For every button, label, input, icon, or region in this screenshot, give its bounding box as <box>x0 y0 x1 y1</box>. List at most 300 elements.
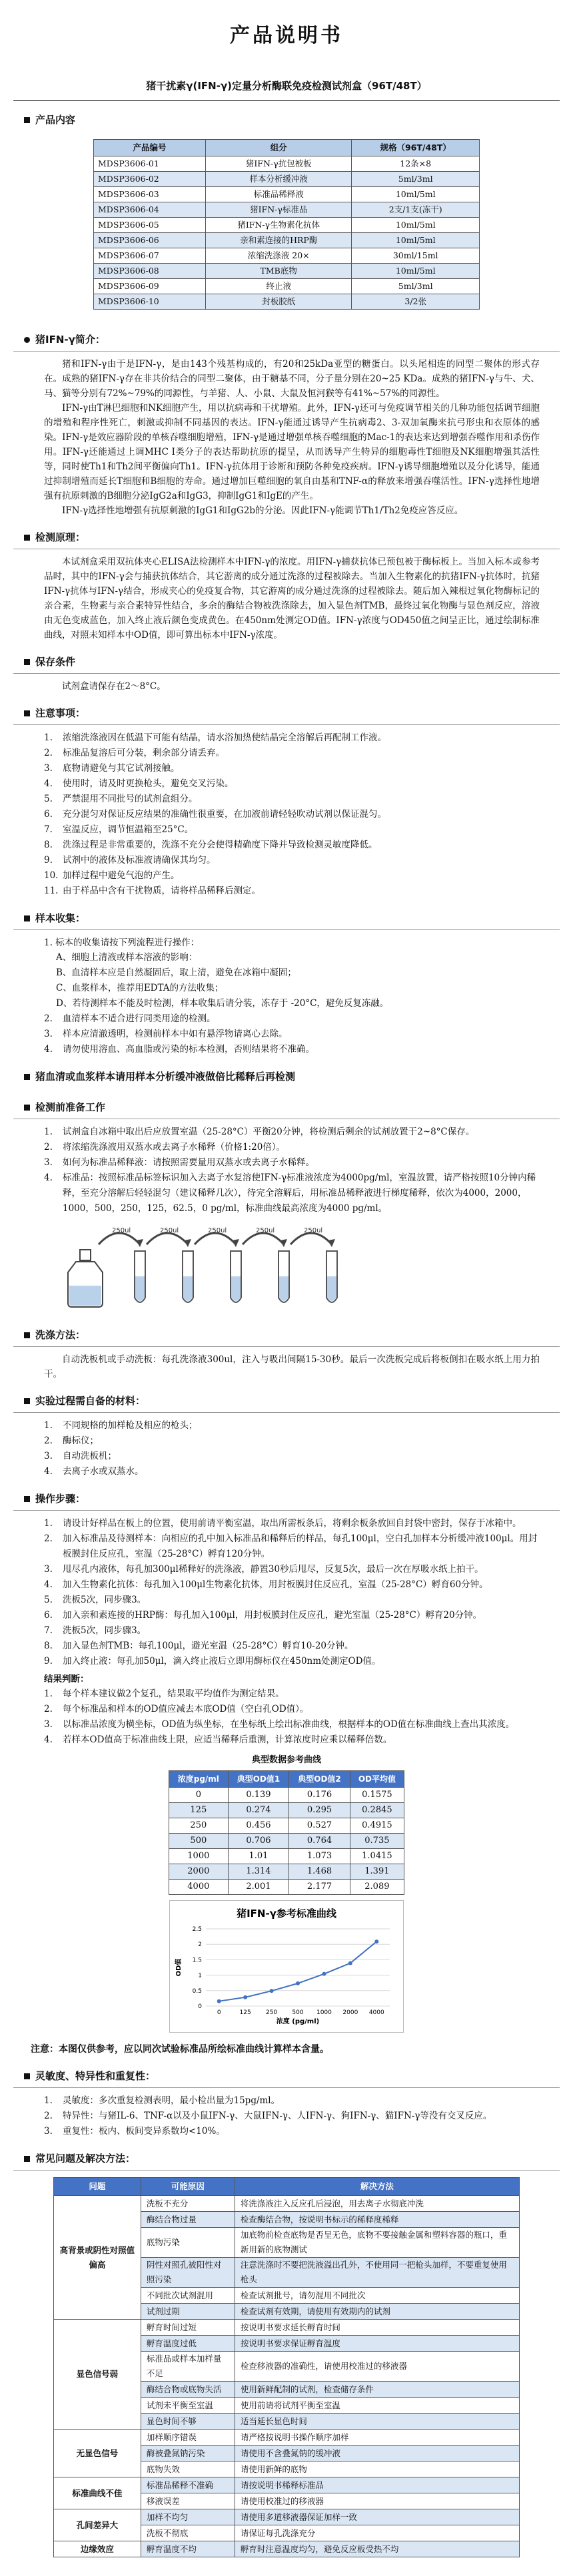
dilution-tube-icon <box>290 1227 337 1302</box>
square-bullet-icon <box>24 2073 30 2079</box>
materials-heading <box>13 1394 560 1413</box>
list-number: 10. <box>44 870 59 881</box>
square-bullet-icon <box>24 659 30 665</box>
reference-cell: 0.706 <box>228 1834 289 1849</box>
standard-heading <box>13 1100 560 1119</box>
materials-section <box>13 1394 560 1479</box>
square-bullet-icon <box>24 1105 30 1111</box>
intro-paragraph: IFN-γ选择性地增强有抗原刺激的IgG1和IgG2b的分泌。因此IFN-γ能调节Th1/Th2免疫应答反应。 <box>62 505 464 516</box>
result-step <box>44 1702 540 1717</box>
troubleshoot-cause-cell: 孵育温度不均 <box>141 2541 235 2557</box>
sample-more-list <box>13 1011 560 1057</box>
contents-cell: 5ml/3ml <box>352 172 480 187</box>
precaution-item <box>44 838 540 853</box>
troubleshoot-solution-cell: 请严格按说明书操作顺序加样 <box>235 2430 519 2446</box>
list-number: 1. <box>44 1518 53 1529</box>
troubleshoot-problem-cell: 边缘效应 <box>54 2541 141 2557</box>
data-point <box>243 1995 247 1999</box>
list-number: 6. <box>44 809 53 820</box>
contents-cell: 10ml/5ml <box>352 264 480 279</box>
y-tick-label: 1 <box>198 1972 202 1979</box>
transfer-arrow-icon <box>195 1233 236 1244</box>
precaution-item <box>44 822 540 838</box>
precaution-item-text: 严禁混用不同批号的试剂盒组分。 <box>63 794 198 804</box>
transfer-volume-label: 250ul <box>112 1227 131 1234</box>
contents-cell: 10ml/5ml <box>352 233 480 248</box>
list-number: 1. <box>44 1420 53 1431</box>
reference-cell: 4000 <box>169 1880 229 1895</box>
contents-cell: 猪IFN-γ标准品 <box>206 202 352 218</box>
contents-section <box>13 113 560 310</box>
reference-cell: 2.001 <box>228 1880 289 1895</box>
result-step <box>44 1717 540 1732</box>
standard-steps-list <box>13 1125 560 1216</box>
x-tick-label: 4000 <box>368 2009 384 2016</box>
troubleshoot-heading-text: 常见问题及解决方法： <box>35 2153 136 2165</box>
sample-section <box>13 911 560 1057</box>
troubleshoot-header-cell: 问题 <box>54 2178 141 2196</box>
contents-table <box>93 139 480 310</box>
troubleshoot-solution-cell: 孵育时注意温度均匀，避免反应板受热不均 <box>235 2541 519 2557</box>
list-number: 4. <box>44 1044 53 1055</box>
list-number: 3. <box>44 1157 53 1168</box>
troubleshoot-solution-cell: 检查酶结合物，按说明书标示的稀释度稀释 <box>235 2212 519 2228</box>
reference-cell: 1.0415 <box>350 1849 404 1864</box>
document-subtitle: 猪干扰素γ(IFN-γ)定量分析酶联免疫检测试剂盒（96T/48T） <box>13 79 560 101</box>
procedure-heading <box>13 1491 560 1511</box>
list-number: 2. <box>44 748 53 758</box>
contents-header-cell: 组分 <box>206 140 352 156</box>
square-bullet-icon <box>24 1332 30 1338</box>
procedure-steps-list <box>13 1516 560 1669</box>
precaution-item-text: 试剂中的液体及标准液请确保其均匀。 <box>63 855 216 866</box>
troubleshoot-row <box>54 2196 520 2212</box>
list-number: 3. <box>44 1564 53 1575</box>
sensitivity-item-text: 特异性：与猪IL-6、TNF-α以及小鼠IFN-γ、大鼠IFN-γ、人IFN-γ、狗IFN-γ、猫IFN-γ等没有交叉反应。 <box>63 2111 492 2121</box>
document-title: 产品说明书 <box>230 24 343 47</box>
list-number: 5. <box>44 1595 53 1605</box>
precaution-item <box>44 761 540 776</box>
list-number: 2. <box>44 1142 53 1153</box>
reference-row <box>169 1880 404 1895</box>
material-item <box>44 1449 540 1464</box>
precaution-item <box>44 853 540 868</box>
precaution-item-text: 底物请避免与其它试剂接触。 <box>63 763 180 774</box>
troubleshoot-solution-cell: 检查试剂有效期，请使用有效期内的试剂 <box>235 2304 519 2320</box>
precaution-item <box>44 792 540 807</box>
contents-cell: 30ml/15ml <box>352 248 480 264</box>
troubleshoot-cause-cell: 不同批次试剂混用 <box>141 2288 235 2304</box>
troubleshoot-row <box>54 2320 520 2336</box>
precaution-item-text: 洗涤过程是非常重要的，洗涤不充分会使得精确度下降并导致检测灵敏度降低。 <box>63 840 378 850</box>
troubleshoot-solution-cell: 按说明书要求延长孵育时间 <box>235 2320 519 2336</box>
troubleshoot-header-cell: 可能原因 <box>141 2178 235 2196</box>
x-axis-label: 浓度 (pg/ml) <box>276 2018 320 2025</box>
dilution-tube-icon <box>147 1227 193 1302</box>
x-tick-label: 500 <box>292 2009 304 2016</box>
precautions-heading <box>13 706 560 725</box>
result-steps-list <box>13 1686 560 1748</box>
contents-cell: 猪IFN-γ抗包被板 <box>206 156 352 172</box>
procedure-step <box>44 1562 540 1577</box>
chart-note: 注意：本图仅供参考，应以同次试验标准品所绘标准曲线计算样本含量。 <box>31 2044 329 2055</box>
transfer-volume-label: 250ul <box>256 1227 275 1234</box>
sample-sub-item: D、若待测样本不能及时检测，样本收集后请分装，冻存于 -20°C，避免反复冻融。 <box>56 998 389 1009</box>
troubleshoot-solution-cell: 检查移液器的准确性，请使用校准过的移液器 <box>235 2352 519 2382</box>
troubleshoot-solution-cell: 请使用新鲜的底物 <box>235 2461 519 2477</box>
sample-heading-text: 样本收集： <box>35 912 86 924</box>
list-number: 2. <box>44 1435 53 1446</box>
list-number: 9. <box>44 855 53 866</box>
contents-cell: MDSP3606-08 <box>94 264 206 279</box>
reference-cell: 1.01 <box>228 1849 289 1864</box>
contents-cell: 10ml/5ml <box>352 187 480 202</box>
troubleshoot-solution-cell: 使用新鲜配制的试剂，检查储存条件 <box>235 2382 519 2398</box>
contents-cell: MDSP3606-01 <box>94 156 206 172</box>
reference-header-cell: 浓度pg/ml <box>169 1771 229 1788</box>
list-number: 2. <box>44 2111 53 2121</box>
troubleshoot-solution-cell: 使用前请将试剂平衡至室温 <box>235 2398 519 2414</box>
standard-step-text: 试剂盒自冰箱中取出后应放置室温（25-28°C）平衡20分钟，将检测后剩余的试剂放置于2~8°C保存。 <box>63 1127 475 1137</box>
procedure-step-text: 加入亲和素连接的HRP酶：每孔加入100μl，用封板膜封住反应孔，避光室温（25-28°C）孵育20分钟。 <box>63 1610 482 1621</box>
list-number: 8. <box>44 1641 53 1651</box>
list-number: 3. <box>44 763 53 774</box>
data-point <box>217 1999 221 2003</box>
x-tick-label: 250 <box>265 2009 278 2016</box>
reference-row <box>169 1788 404 1803</box>
dilution-tube-icon <box>195 1227 241 1302</box>
troubleshoot-cause-cell: 阴性对照孔被阳性对照污染 <box>141 2258 235 2288</box>
precaution-item-text: 标准品复溶后可分装，剩余部分请丢弃。 <box>63 748 225 758</box>
sample-more-text: 样本应清澈透明，检测前样本中如有悬浮物请离心去除。 <box>63 1029 288 1039</box>
material-item-text: 酶标仪； <box>63 1435 99 1446</box>
y-tick-label: 0.5 <box>192 1987 202 1995</box>
data-point <box>296 1981 300 1985</box>
square-bullet-icon <box>24 2156 30 2162</box>
contents-row <box>94 264 480 279</box>
dilution-tube-icon <box>243 1227 289 1302</box>
dilution-tube-icon <box>99 1227 145 1302</box>
material-item <box>44 1433 540 1449</box>
standard-section <box>13 1100 560 1316</box>
reference-data-table <box>169 1770 404 1895</box>
troubleshoot-cause-cell: 试剂过期 <box>141 2304 235 2320</box>
sensitivity-list <box>13 2093 560 2139</box>
precaution-item-text: 室温反应，调节恒温箱至25°C。 <box>63 824 194 835</box>
sample-more-item <box>44 1027 540 1042</box>
procedure-step-text: 加入生物素化抗体：每孔加入100μl生物素化抗体，用封板膜封住反应孔，室温（25-28°C）孵育60分钟。 <box>63 1579 488 1590</box>
list-number: 9. <box>44 1656 53 1667</box>
list-number: 8. <box>44 840 53 850</box>
reference-cell: 0.4915 <box>350 1818 404 1834</box>
procedure-step-text: 洗板5次，同步骤3。 <box>63 1595 147 1605</box>
reference-cell: 0.764 <box>289 1834 350 1849</box>
contents-header-cell: 产品编号 <box>94 140 206 156</box>
contents-cell: 标准品稀释液 <box>206 187 352 202</box>
procedure-step <box>44 1639 540 1654</box>
reference-cell: 0 <box>169 1788 229 1803</box>
sample-note-section <box>13 1069 560 1088</box>
contents-cell: 样本分析缓冲液 <box>206 172 352 187</box>
sample-intro-text: 标本的收集请按下列流程进行操作： <box>55 937 200 948</box>
precaution-item-text: 充分混匀对保证反应结果的准确性很重要，在加液前请轻轻吹动试剂以保证混匀。 <box>63 809 386 820</box>
troubleshoot-solution-cell: 请按说明书稀释标准品 <box>235 2477 519 2493</box>
reference-header-cell: 典型OD值2 <box>289 1771 350 1788</box>
list-number: 3. <box>44 1029 53 1039</box>
sensitivity-item <box>44 2124 540 2139</box>
troubleshoot-cause-cell: 洗板不彻底 <box>141 2525 235 2541</box>
reference-cell: 0.527 <box>289 1818 350 1834</box>
reference-cell: 250 <box>169 1818 229 1834</box>
precautions-section <box>13 706 560 899</box>
material-item <box>44 1464 540 1479</box>
reference-header-cell: 典型OD值1 <box>228 1771 289 1788</box>
standard-step <box>44 1140 540 1155</box>
reference-cell: 2.177 <box>289 1880 350 1895</box>
square-bullet-icon <box>24 1496 30 1502</box>
troubleshoot-row <box>54 2509 520 2525</box>
troubleshoot-solution-cell: 请使用多道移液器保证加样一致 <box>235 2509 519 2525</box>
y-tick-label: 2 <box>198 1941 202 1949</box>
sensitivity-item <box>44 2109 540 2124</box>
round-bullet-icon <box>24 337 30 343</box>
procedure-step <box>44 1654 540 1669</box>
series-line <box>219 1941 377 2001</box>
list-number: 1. <box>44 732 53 743</box>
troubleshoot-cause-cell: 孵育温度过低 <box>141 2336 235 2352</box>
result-step-text: 以标准品浓度为横坐标，OD值为纵坐标，在坐标纸上绘出标准曲线，根据样本的OD值在标准曲线上查出其浓度。 <box>63 1719 515 1730</box>
contents-row <box>94 233 480 248</box>
precaution-item <box>44 868 540 884</box>
contents-cell: 亲和素连接的HRP酶 <box>206 233 352 248</box>
storage-section <box>13 654 560 694</box>
troubleshoot-solution-cell: 请使用校准过的移液器 <box>235 2493 519 2509</box>
standard-step-text: 将浓缩洗涤液用双蒸水或去离子水稀释（价格1:20倍）。 <box>63 1142 286 1153</box>
materials-heading-text: 实验过程需自备的材料： <box>35 1395 146 1407</box>
transfer-arrow-icon <box>243 1233 284 1244</box>
materials-list <box>13 1418 560 1479</box>
material-item-text: 去离子水或双蒸水。 <box>63 1466 144 1477</box>
troubleshoot-cause-cell: 酶被叠氮钠污染 <box>141 2446 235 2461</box>
procedure-step <box>44 1531 540 1562</box>
precaution-item-text: 加样过程中避免气泡的产生。 <box>63 870 180 881</box>
data-point <box>374 1939 378 1943</box>
contents-cell: MDSP3606-07 <box>94 248 206 264</box>
contents-cell: MDSP3606-10 <box>94 294 206 310</box>
troubleshoot-row <box>54 2541 520 2557</box>
square-bullet-icon <box>24 710 30 716</box>
precaution-item <box>44 776 540 792</box>
sample-more-item <box>44 1011 540 1027</box>
intro-heading <box>13 332 560 352</box>
list-number: 7. <box>44 824 53 835</box>
list-number: 2. <box>44 1704 53 1714</box>
contents-row <box>94 218 480 233</box>
sensitivity-heading-text: 灵敏度、特异性和重复性： <box>35 2070 156 2082</box>
troubleshoot-row <box>54 2430 520 2446</box>
troubleshoot-solution-cell: 加底物前检查底物是否呈无色，底物不要接触金属和塑料容器的瓶口，重新用新的底物测试 <box>235 2228 519 2258</box>
transfer-volume-label: 250ul <box>304 1227 323 1234</box>
data-point <box>322 1972 326 1976</box>
reference-cell: 0.295 <box>289 1803 350 1818</box>
reference-cell: 1.314 <box>228 1864 289 1880</box>
troubleshoot-cause-cell: 酶结合物过量 <box>141 2212 235 2228</box>
troubleshoot-cause-cell: 底物污染 <box>141 2228 235 2258</box>
reference-cell: 0.274 <box>228 1803 289 1818</box>
troubleshoot-solution-cell: 注意洗涤时不要把洗液溢出孔外，不使用同一把枪头加样，不要重复使用枪头 <box>235 2258 519 2288</box>
precaution-item-text: 浓缩洗涤液因在低温下可能有结晶，请水浴加热使结晶完全溶解后再配制工作液。 <box>63 732 386 743</box>
contents-row <box>94 202 480 218</box>
result-step <box>44 1732 540 1748</box>
reference-table-title: 典型数据参考曲线 <box>251 1755 321 1765</box>
standard-step-text: 标准品：按照标准品标签标识加入去离子水复溶使IFN-γ标准液浓度为4000pg/ml，室温放置，请严格按照10分钟内稀释，至充分溶解后轻轻混匀（建议稀释几次），待完全溶解后，用标准品稀释液进行梯度稀释，依次为4000，2000，1000，500，250，125，62.5，0 pg/ml，标准曲线最高浓度为4000 pg/ml。 <box>63 1172 536 1214</box>
list-number: 4. <box>44 778 53 789</box>
reference-cell: 0.176 <box>289 1788 350 1803</box>
contents-row <box>94 156 480 172</box>
procedure-step-text: 甩尽孔内液体，每孔加300μl稀释好的洗涤液，静置30秒后甩尽，反复5次，最后一次在厚吸水纸上拍干。 <box>63 1564 484 1575</box>
square-bullet-icon <box>24 915 30 921</box>
sample-note-heading <box>13 1069 560 1088</box>
list-number: 3. <box>44 1719 53 1730</box>
standard-step <box>44 1155 540 1170</box>
reference-header-cell: OD平均值 <box>350 1771 404 1788</box>
list-number: 2. <box>44 1013 53 1024</box>
contents-row <box>94 248 480 264</box>
troubleshoot-solution-cell: 请保证每孔洗涤充分 <box>235 2525 519 2541</box>
contents-row <box>94 279 480 294</box>
troubleshoot-cause-cell: 洗板不充分 <box>141 2196 235 2212</box>
contents-cell: 终止液 <box>206 279 352 294</box>
procedure-step <box>44 1516 540 1531</box>
list-number: 1. <box>44 2095 53 2106</box>
principle-section <box>13 530 560 643</box>
reference-cell: 1.391 <box>350 1864 404 1880</box>
reference-row <box>169 1834 404 1849</box>
y-tick-label: 1.5 <box>192 1957 202 1964</box>
list-number: 1. <box>44 1127 53 1137</box>
contents-row <box>94 187 480 202</box>
sample-note-text: 猪血清或血浆样本请用样本分析缓冲液做倍比稀释后再检测 <box>35 1071 296 1083</box>
standard-step-text: 如何为标准品稀释液：请按照需要量用双蒸水或去离子水稀释。 <box>63 1157 314 1168</box>
y-tick-label: 0 <box>198 2003 202 2010</box>
list-number: 6. <box>44 1610 53 1621</box>
reference-cell: 0.1575 <box>350 1788 404 1803</box>
intro-heading-text: 猪IFN-γ简介： <box>35 334 105 346</box>
contents-cell: 2支/1支(冻干) <box>352 202 480 218</box>
reference-row <box>169 1803 404 1818</box>
procedure-step-text: 洗板5次，同步骤3。 <box>63 1625 147 1636</box>
troubleshoot-solution-cell: 请使用不含叠氮钠的缓冲液 <box>235 2446 519 2461</box>
troubleshoot-problem-cell: 显色信号弱 <box>54 2320 141 2430</box>
square-bullet-icon <box>24 117 30 123</box>
sample-sub-item: C、血浆样本，推荐用EDTA的方法收集； <box>56 983 224 993</box>
reference-cell: 2000 <box>169 1864 229 1880</box>
troubleshoot-header-cell: 解决方法 <box>235 2178 519 2196</box>
square-bullet-icon <box>24 1074 30 1080</box>
contents-cell: 12条×8 <box>352 156 480 172</box>
reference-cell: 0.735 <box>350 1834 404 1849</box>
storage-heading-text: 保存条件 <box>35 656 76 668</box>
square-bullet-icon <box>24 1398 30 1404</box>
reference-cell: 0.139 <box>228 1788 289 1803</box>
sensitivity-item-text: 灵敏度：多次重复检测表明，最小检出量为15pg/ml。 <box>63 2095 281 2106</box>
result-step-text: 每个样本建议做2个复孔，结果取平均值作为测定结果。 <box>63 1688 285 1699</box>
contents-cell: 10ml/5ml <box>352 218 480 233</box>
x-tick-label: 0 <box>217 2009 221 2016</box>
contents-cell: MDSP3606-04 <box>94 202 206 218</box>
square-bullet-icon <box>24 535 30 541</box>
contents-cell: 封板胶纸 <box>206 294 352 310</box>
troubleshoot-cause-cell: 加样顺序错误 <box>141 2430 235 2446</box>
procedure-step <box>44 1608 540 1623</box>
reference-cell: 1000 <box>169 1849 229 1864</box>
material-item-text: 自动洗板机； <box>63 1451 117 1461</box>
contents-cell: 5ml/3ml <box>352 279 480 294</box>
y-tick-label: 2.5 <box>192 1926 202 1933</box>
wash-text: 自动洗板机或手动洗板：每孔洗涤液300ul，注入与吸出间隔15-30秒。最后一次洗板完成后将板倒扣在吸水纸上用力拍干。 <box>44 1354 540 1380</box>
precaution-item-text: 由于样品中含有干扰物质，请将样品稀释后测定。 <box>63 886 261 896</box>
list-number: 4. <box>44 1466 53 1477</box>
material-item-text: 不同规格的加样枪及相应的枪头； <box>63 1420 198 1431</box>
sample-items <box>13 950 560 1011</box>
transfer-volume-label: 250ul <box>208 1227 227 1234</box>
procedure-step-text: 加入标准品及待测样本：向相应的孔中加入标准品和稀释后的样品，每孔100μl，空白孔加样本分析缓冲液100μl。用封板膜封住反应孔，室温（25-28°C）孵育120分钟。 <box>63 1533 538 1559</box>
troubleshoot-solution-cell: 适当延长显色时间 <box>235 2414 519 2430</box>
precaution-item <box>44 807 540 822</box>
reference-cell: 1.073 <box>289 1849 350 1864</box>
transfer-volume-label: 250ul <box>160 1227 179 1234</box>
reference-cell: 500 <box>169 1834 229 1849</box>
troubleshoot-cause-cell: 标准品或样本加样量不足 <box>141 2352 235 2382</box>
procedure-heading-text: 操作步骤： <box>35 1493 86 1505</box>
troubleshoot-problem-cell: 高背景或阴性对照值偏高 <box>54 2196 141 2320</box>
troubleshoot-problem-cell: 标准曲线不佳 <box>54 2477 141 2509</box>
list-number: 2. <box>44 1533 53 1544</box>
contents-cell: MDSP3606-03 <box>94 187 206 202</box>
sample-heading <box>13 911 560 930</box>
procedure-step-text: 加入显色剂TMB：每孔100μl，避光室温（25-28°C）孵育10-20分钟。 <box>63 1641 354 1651</box>
reference-cell: 0.456 <box>228 1818 289 1834</box>
troubleshoot-table <box>53 2177 520 2557</box>
contents-heading-text: 产品内容 <box>35 114 76 126</box>
contents-cell: MDSP3606-02 <box>94 172 206 187</box>
troubleshoot-cause-cell: 标准品稀释不准确 <box>141 2477 235 2493</box>
intro-paragraph: IFN-γ由T淋巴细胞和NK细胞产生，用以抗病毒和干扰增殖。此外，IFN-γ还可与免疫调节相关的几种功能包括调节细胞的增殖和程序性死亡，刺激或抑制不同基因的表达。IFN-γ能通过诱导产生抗病毒2、3-双加氧酶来抗弓形虫和衣原体的感染。IFN-γ是效应器阶段的单核吞噬细胞增殖，IFN-γ是通过增强单核吞噬细胞的Mac-1的表达来达到增强吞噬作用和杀伤作用。IFN-γ还能通过上调MHC I类分子的表达帮助抗原的提呈，从而诱导产生特异的细胞毒性T细胞及NK细胞增强其活性等，同时使Th1和Th2间平衡偏向Th1。IFN-γ抗体用于诊断和预防各种免疫疾病。IFN-γ诱导细胞增殖以及分化诱导，能通过抑制增殖而延长T细胞和B细胞的寿命。通过增加巨噬细胞的氧自由基和TNF-α的释放来增强吞噬活性。IFN-γ选择性地增强有抗原刺激的B细胞分泌IgG2a和IgG3，抑制IgG1和IgE的产生。 <box>44 403 540 501</box>
procedure-step <box>44 1577 540 1593</box>
reference-cell: 125 <box>169 1803 229 1818</box>
results-heading: 结果判断： <box>44 1674 89 1684</box>
troubleshoot-solution-cell: 检查试剂批号，请勿混用不同批次 <box>235 2288 519 2304</box>
troubleshoot-row <box>54 2477 520 2493</box>
procedure-step <box>44 1593 540 1608</box>
precaution-item-text: 使用时，请及时更换枪头，避免交叉污染。 <box>63 778 234 789</box>
sample-more-text: 血清样本不适合进行同类用途的检测。 <box>63 1013 216 1024</box>
standard-heading-text: 检测前准备工作 <box>35 1101 106 1113</box>
precaution-item <box>44 746 540 761</box>
list-number: 3. <box>44 1451 53 1461</box>
intro-section <box>13 332 560 518</box>
standard-step <box>44 1170 540 1216</box>
troubleshoot-cause-cell: 显色时间不够 <box>141 2414 235 2430</box>
precaution-item <box>44 884 540 899</box>
troubleshoot-cause-cell: 加样不均匀 <box>141 2509 235 2525</box>
troubleshoot-cause-cell: 移液误差 <box>141 2493 235 2509</box>
sensitivity-section <box>13 2069 560 2139</box>
contents-cell: 3/2张 <box>352 294 480 310</box>
storage-heading <box>13 654 560 674</box>
data-point <box>270 1989 274 1993</box>
reference-row <box>169 1818 404 1834</box>
